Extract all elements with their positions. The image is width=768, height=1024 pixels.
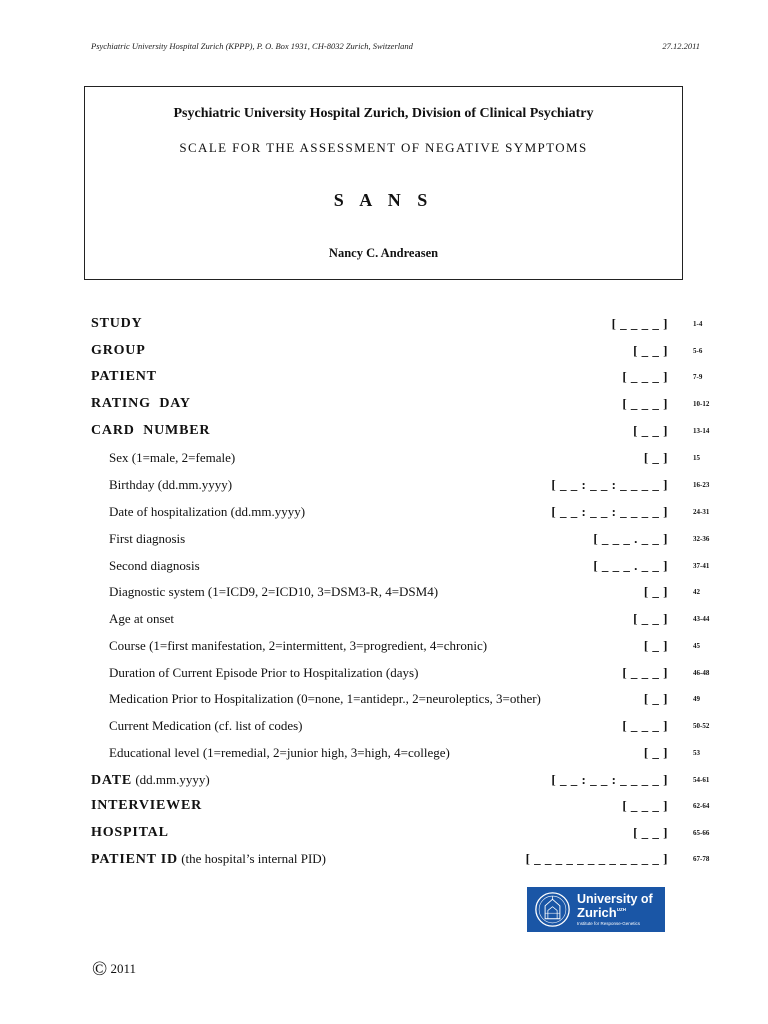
logo-line-2: Zurich$^{UZH}$ <box>577 905 626 920</box>
row-label: Birthday (dd.mm.yyyy) <box>109 477 233 492</box>
entry-field[interactable]: [ _ _ _ . _ _ ] <box>593 558 668 573</box>
row-label: First diagnosis <box>109 531 186 546</box>
entry-field[interactable]: [ _ _ ] <box>633 423 668 438</box>
institution-title: Psychiatric University Hospital Zurich, Division of Clinical Psychiatry <box>173 106 594 121</box>
running-header <box>91 41 700 51</box>
entry-field[interactable]: [ _ _ _ ] <box>622 396 668 411</box>
entry-field[interactable]: [ _ _ _ _ _ _ _ _ _ _ _ _ ] <box>525 851 668 866</box>
row-label: STUDY <box>91 316 143 331</box>
card-columns: 46-48 <box>693 669 710 677</box>
row-label: PATIENT <box>91 369 157 384</box>
form-row-group <box>0 343 768 363</box>
row-label: DATE (dd.mm.yyyy) <box>91 772 210 788</box>
entry-field[interactable]: [ _ _ : _ _ : _ _ _ _ ] <box>551 772 668 787</box>
card-columns: 67-78 <box>693 855 710 863</box>
row-label: INTERVIEWER <box>91 798 202 813</box>
form-row-date-of-hospitalization <box>0 504 768 524</box>
form-row-patient <box>0 369 768 389</box>
row-label: Age at onset <box>109 611 174 626</box>
title-box <box>84 86 683 280</box>
form-row-rating-day <box>0 396 768 416</box>
entry-field[interactable]: [ _ ] <box>643 584 668 599</box>
form-row-first-diagnosis <box>0 531 768 551</box>
scale-acronym: S A N S <box>333 190 434 210</box>
university-logo <box>527 887 665 932</box>
card-columns: 5-6 <box>693 347 703 355</box>
row-label: HOSPITAL <box>91 825 169 840</box>
entry-field[interactable]: [ _ _ ] <box>633 825 668 840</box>
entry-field[interactable]: [ _ _ _ _ ] <box>611 316 668 331</box>
row-label: CARD NUMBER <box>91 423 211 438</box>
copyright <box>92 958 136 981</box>
entry-field[interactable]: [ _ ] <box>643 450 668 465</box>
card-columns: 32-36 <box>693 535 710 543</box>
entry-field[interactable]: [ _ _ ] <box>633 343 668 358</box>
form-row-birthday <box>0 477 768 497</box>
card-columns: 16-23 <box>693 481 710 489</box>
entry-field[interactable]: [ _ _ _ ] <box>622 798 668 813</box>
form-row-sex <box>0 450 768 470</box>
logo-line-3: Institute for Response-Genetics <box>577 921 641 926</box>
scale-name: SCALE FOR THE ASSESSMENT OF NEGATIVE SYMPTOMS <box>179 140 588 155</box>
entry-field[interactable]: [ _ _ : _ _ : _ _ _ _ ] <box>551 504 668 519</box>
entry-field[interactable]: [ _ _ ] <box>633 611 668 626</box>
card-columns: 65-66 <box>693 829 710 837</box>
form-row-study <box>0 316 768 336</box>
card-columns: 13-14 <box>693 427 710 435</box>
row-label: RATING DAY <box>91 396 191 411</box>
card-columns: 42 <box>693 588 700 596</box>
copyright-symbol: © <box>92 958 108 980</box>
row-label: Educational level (1=remedial, 2=junior high, 3=high, 4=college) <box>109 745 450 760</box>
header-address: Psychiatric University Hospital Zurich (KPPP), P. O. Box 1931, CH-8032 Zurich, Switzerland <box>91 41 413 51</box>
form-row-hospital <box>0 825 768 845</box>
card-columns: 37-41 <box>693 562 710 570</box>
logo-line-1: University of <box>577 892 653 906</box>
row-label: Medication Prior to Hospitalization (0=none, 1=antidepr., 2=neuroleptics, 3=other) <box>109 691 541 706</box>
row-label: Course (1=first manifestation, 2=intermittent, 3=progredient, 4=chronic) <box>109 638 488 653</box>
row-label: Current Medication (cf. list of codes) <box>109 718 303 733</box>
card-columns: 49 <box>693 695 700 703</box>
row-label: GROUP <box>91 343 146 358</box>
entry-field[interactable]: [ _ _ _ ] <box>622 369 668 384</box>
card-columns: 50-52 <box>693 722 710 730</box>
card-columns: 7-9 <box>693 373 703 381</box>
row-label: PATIENT ID (the hospital’s internal PID) <box>91 851 326 867</box>
form-row-card-number <box>0 423 768 443</box>
row-label: Date of hospitalization (dd.mm.yyyy) <box>109 504 306 519</box>
entry-field[interactable]: [ _ _ : _ _ : _ _ _ _ ] <box>551 477 668 492</box>
form-row-duration-current-episode <box>0 665 768 685</box>
row-label: Duration of Current Episode Prior to Hospitalization (days) <box>109 665 419 680</box>
card-columns: 15 <box>693 454 700 462</box>
form-row-interviewer <box>0 798 768 818</box>
form-row-course <box>0 638 768 658</box>
entry-field[interactable]: [ _ ] <box>643 691 668 706</box>
card-columns: 54-61 <box>693 776 710 784</box>
entry-field[interactable]: [ _ ] <box>643 745 668 760</box>
form-row-date <box>0 772 768 792</box>
form-row-second-diagnosis <box>0 558 768 578</box>
author-name: Nancy C. Andreasen <box>328 246 439 260</box>
header-date: 27.12.2011 <box>662 41 700 51</box>
card-columns: 24-31 <box>693 508 710 516</box>
card-columns: 53 <box>693 749 700 757</box>
copyright-year: 2011 <box>110 961 136 976</box>
row-label: Sex (1=male, 2=female) <box>109 450 236 465</box>
row-label: Second diagnosis <box>109 558 200 573</box>
row-label: Diagnostic system (1=ICD9, 2=ICD10, 3=DSM3-R, 4=DSM4) <box>109 584 439 599</box>
entry-field[interactable]: [ _ _ _ ] <box>622 665 668 680</box>
entry-field[interactable]: [ _ _ _ ] <box>622 718 668 733</box>
entry-field[interactable]: [ _ ] <box>643 638 668 653</box>
card-columns: 1-4 <box>693 320 703 328</box>
card-columns: 45 <box>693 642 700 650</box>
form-row-medication-prior <box>0 691 768 711</box>
card-columns: 62-64 <box>693 802 710 810</box>
form-row-diagnostic-system <box>0 584 768 604</box>
form-row-current-medication <box>0 718 768 738</box>
entry-field[interactable]: [ _ _ _ . _ _ ] <box>593 531 668 546</box>
form-row-patient-id <box>0 851 768 871</box>
form-row-age-at-onset <box>0 611 768 631</box>
university-seal-icon <box>534 891 571 928</box>
form-row-educational-level <box>0 745 768 765</box>
card-columns: 43-44 <box>693 615 710 623</box>
card-columns: 10-12 <box>693 400 710 408</box>
